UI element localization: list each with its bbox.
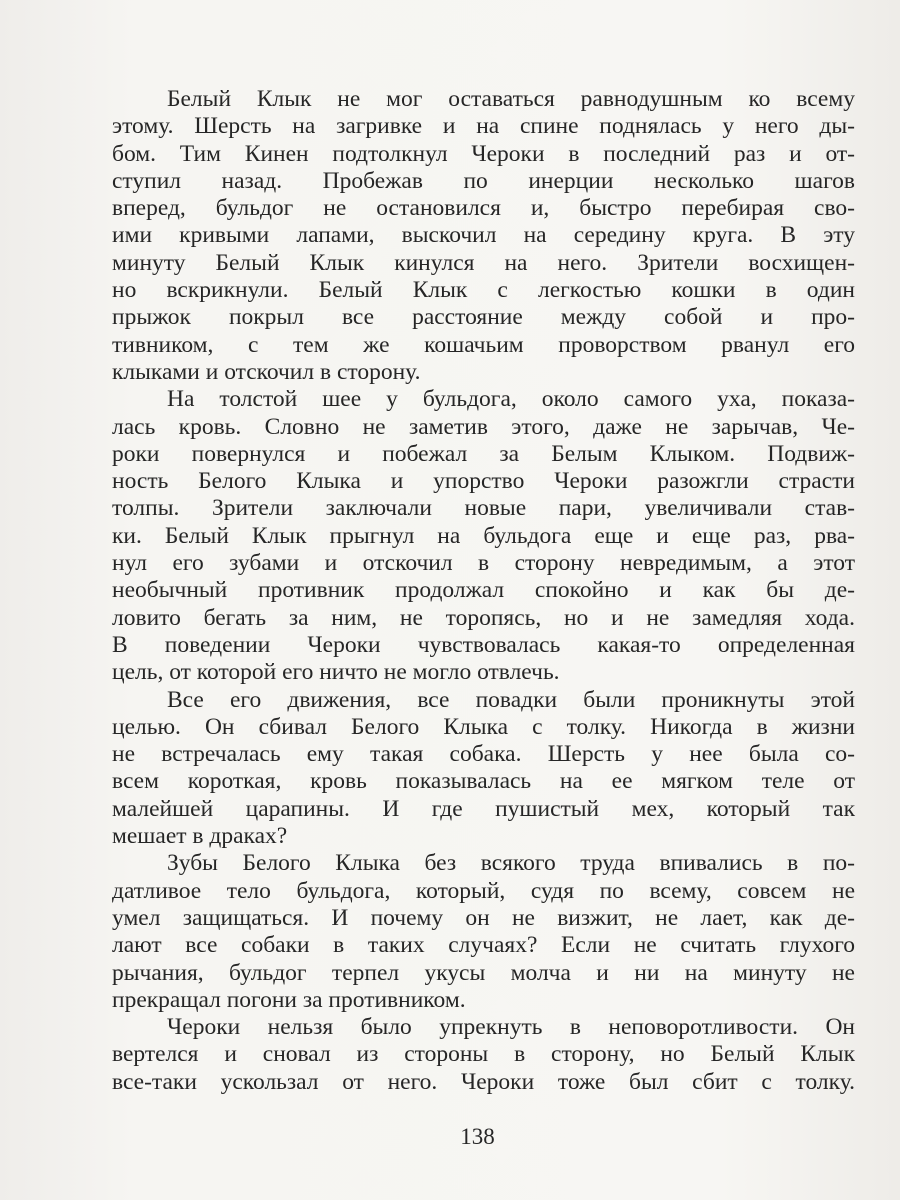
text-line: вперед, бульдог не остановился и, быстро перебирая сво- [112,195,855,222]
paragraph [112,1014,855,1096]
paragraph [112,86,855,386]
text-line: лась кровь. Словно не заметив этого, даже не зарычав, Че- [112,413,855,440]
text-line: всем короткая, кровь показывалась на ее мягком теле от [112,768,855,795]
text-line: лают все собаки в таких случаях? Если не считать глухого [112,932,855,959]
text-line: ки. Белый Клык прыгнул на бульдога еще и еще раз, рва- [112,522,855,549]
text-line: этому. Шерсть на загривке и на спине поднялась у него ды- [112,113,855,140]
text-line: минуту Белый Клык кинулся на него. Зрители восхищен- [112,249,855,276]
text-line: вертелся и сновал из стороны в сторону, но Белый Клык [112,1041,855,1068]
text-line: Все его движения, все повадки были проникнуты этой [167,686,855,713]
text-line: Белый Клык не мог оставаться равнодушным ко всему [167,86,855,112]
text-line: бом. Тим Кинен подтолкнул Чероки в последний раз и от- [112,140,855,167]
text-line: малейшей царапины. И где пушистый мех, который так [112,795,855,822]
text-line: В поведении Чероки чувствовалась какая-то определенная [112,631,855,658]
text-line: умел защищаться. И почему он не визжит, не лает, как де- [112,904,855,931]
text-line: необычный противник продолжал спокойно и как бы де- [112,577,855,604]
text-line: ность Белого Клыка и упорство Чероки разожгли страсти [112,468,855,495]
text-line: нул его зубами и отскочил в сторону невредимым, а этот [112,550,855,577]
text-line: рычания, бульдог терпел укусы молча и ни на минуту не [112,959,855,986]
page-number: 138 [460,1124,495,1149]
text-line: ими кривыми лапами, выскочил на середину круга. В эту [112,222,855,249]
paragraph [112,687,855,851]
text-line: цель, от которой его ничто не могло отвлечь. [112,659,560,686]
text-line: толпы. Зрители заключали новые пари, увеличивали став- [112,495,855,522]
paragraph [112,386,855,686]
paragraph [112,850,855,1014]
text-line: целью. Он сбивал Белого Клыка с толку. Никогда в жизни [112,713,855,740]
text-line: прыжок покрыл все расстояние между собой и про- [112,304,855,331]
text-line: прекращал погони за противником. [112,986,466,1013]
text-line: клыками и отскочил в сторону. [112,358,421,385]
text-line: не встречалась ему такая собака. Шерсть у нее была со- [112,741,855,768]
text-line: но вскрикнули. Белый Клык с легкостью кошки в один [112,277,855,304]
text-line: датливое тело бульдога, который, судя по всему, совсем не [112,877,855,904]
text-line: ловито бегать за ним, не торопясь, но и не замедляя хода. [112,604,855,631]
text-line: ступил назад. Пробежав по инерции несколько шагов [112,167,855,194]
page-body-text [112,86,855,1096]
text-line: тивником, с тем же кошачьим проворством рванул его [112,331,855,358]
text-line: мешает в драках? [112,823,288,850]
text-line: роки повернулся и побежал за Белым Клыком. Подвиж- [112,440,855,467]
text-line: На толстой шее у бульдога, около самого уха, показа- [167,386,855,413]
text-line: Чероки нельзя было упрекнуть в неповоротливости. Он [167,1014,855,1041]
text-line: Зубы Белого Клыка без всякого труда впивались в по- [167,850,855,877]
text-line: все-таки ускользал от него. Чероки тоже был сбит с толку. [112,1068,855,1095]
